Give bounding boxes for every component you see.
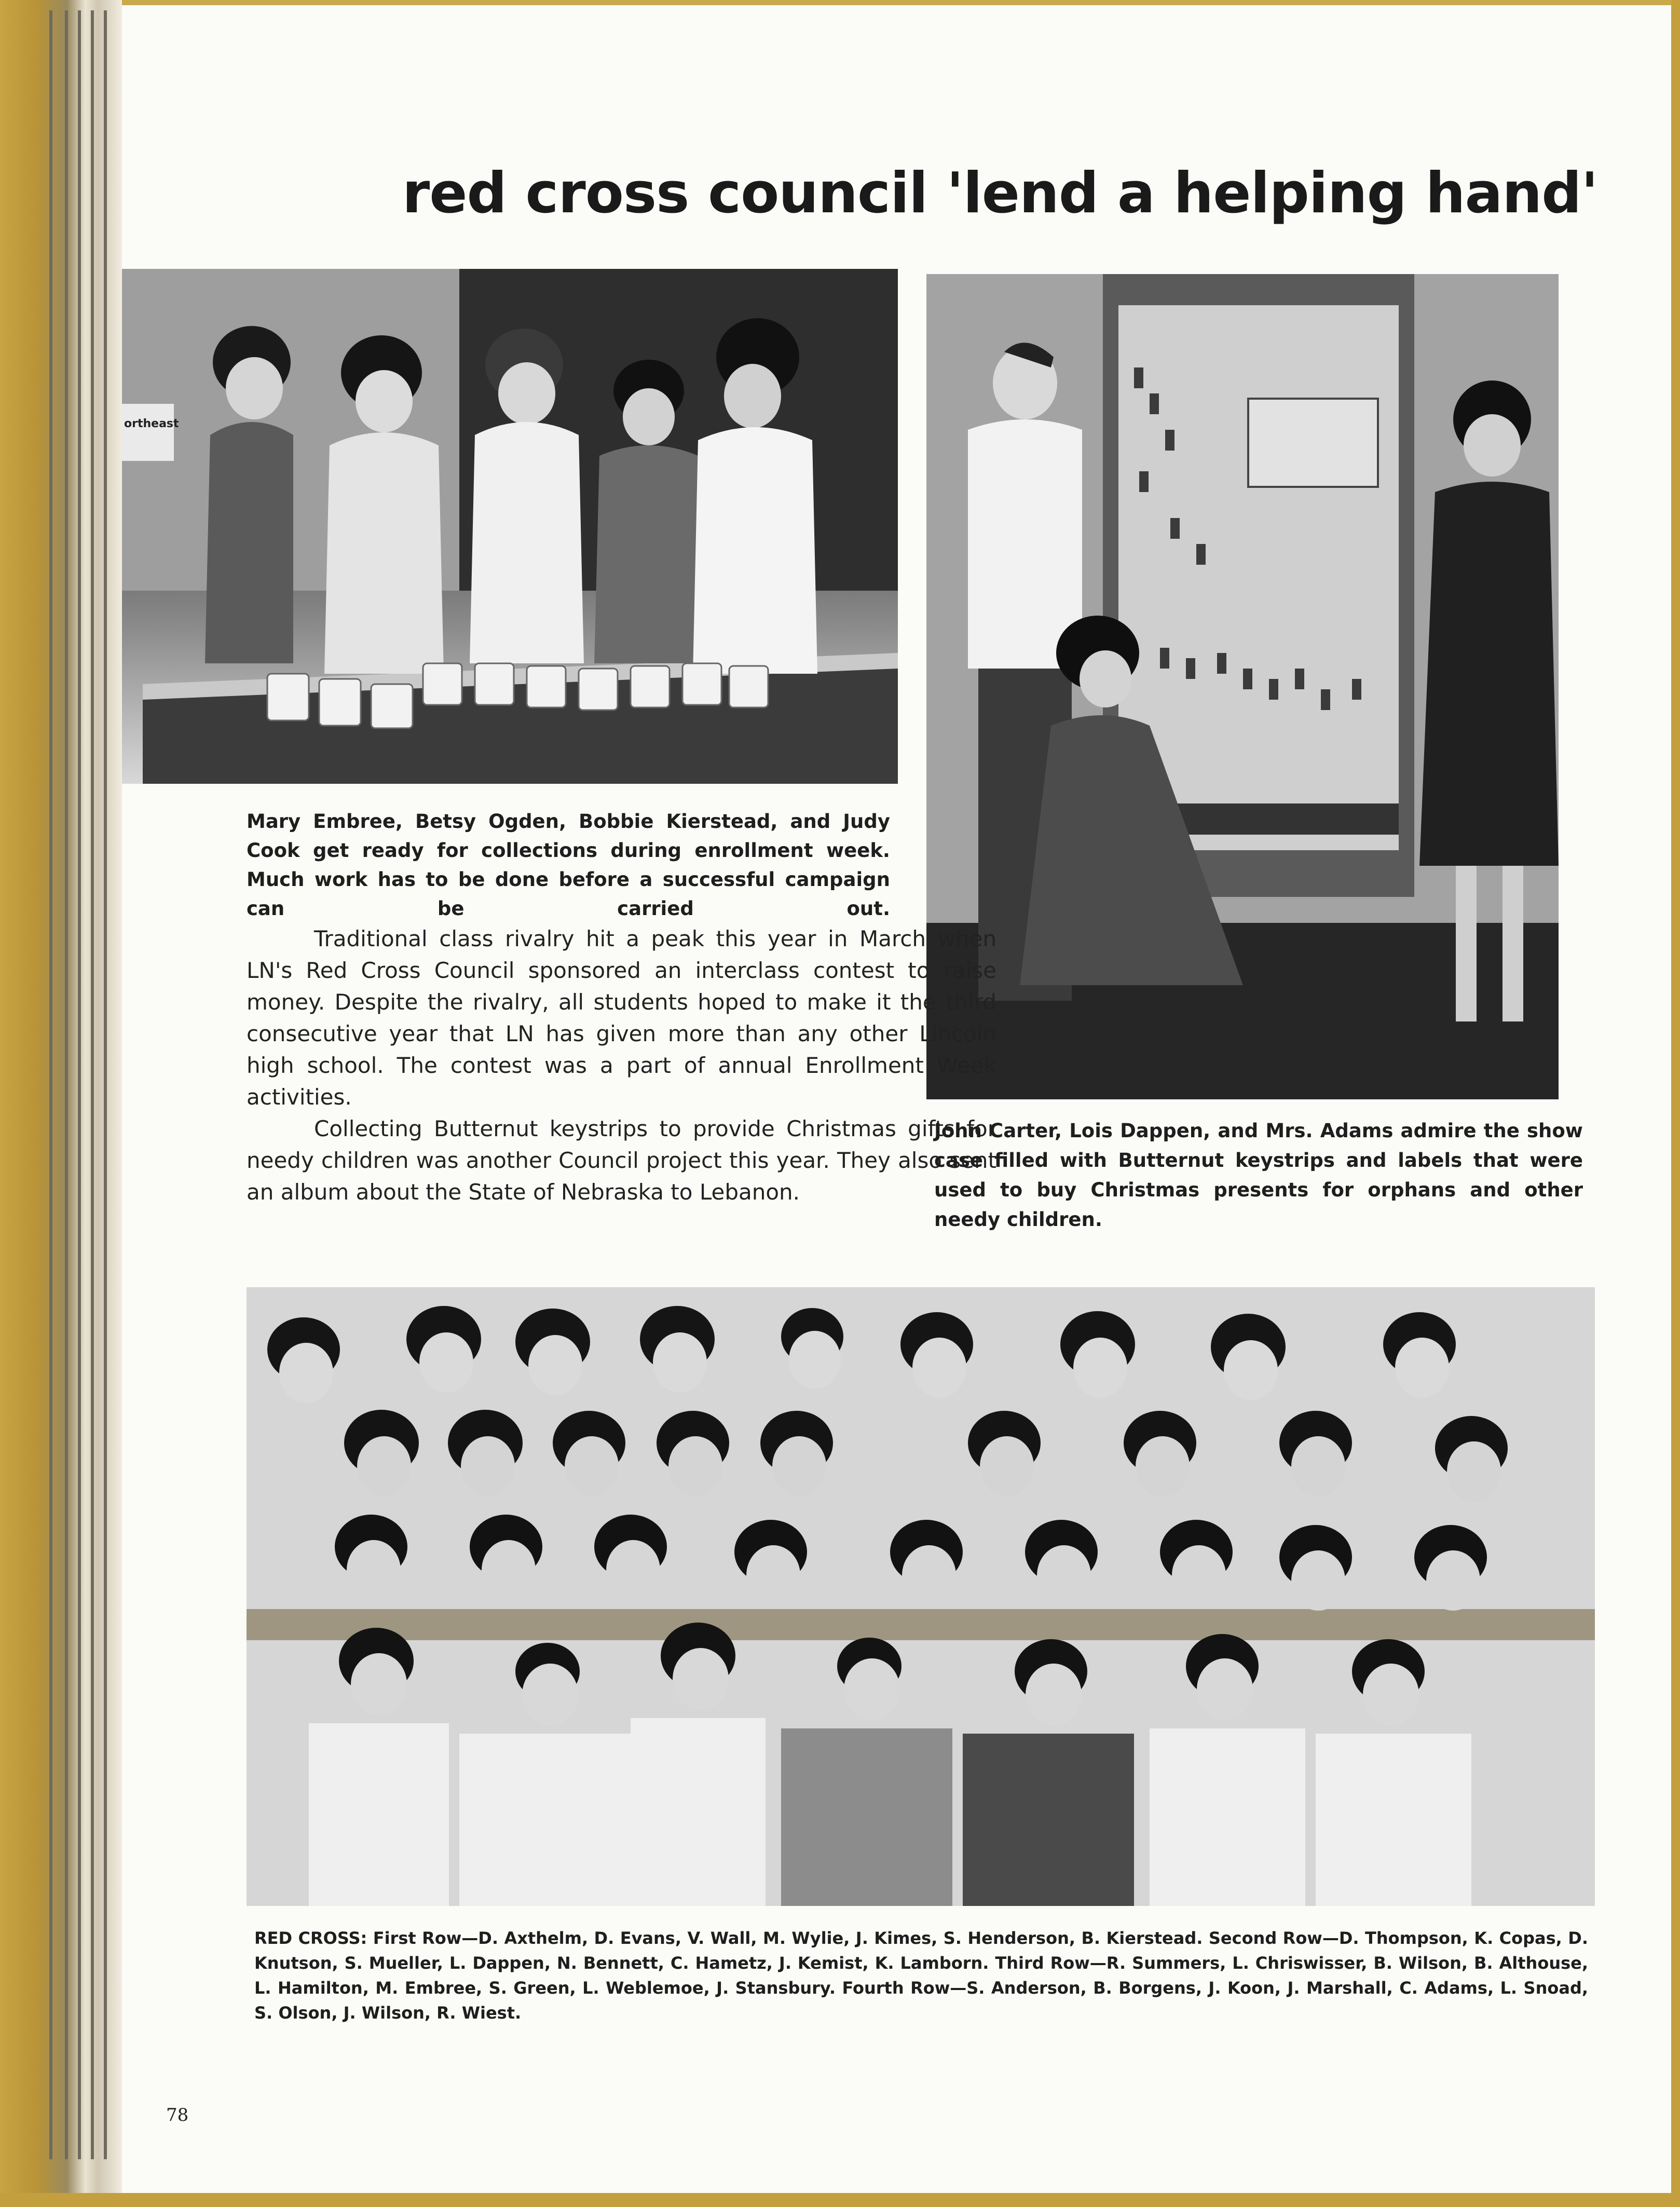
binding-line [91, 10, 94, 2159]
photo-red-cross-group-image [247, 1287, 1595, 1906]
binding-line [49, 10, 52, 2159]
article-body [247, 923, 996, 1208]
photo-collection-table [122, 269, 898, 784]
photo-sign-text: ortheast [124, 417, 179, 430]
photo-show-case-image [926, 274, 1559, 1099]
photo-red-cross-group [247, 1287, 1595, 1906]
photo-collection-caption: Mary Embree, Betsy Ogden, Bobbie Kierstead, and Judy Cook get ready for collections during enrollment week. Much work has to be done before a successful campaign can be carried out. [247, 810, 890, 920]
book-binding [0, 0, 122, 2207]
article-paragraph: Collecting Butternut keystrips to provide Christmas gifts for needy children was another Council project this year. They also sent an album about the State of Nebraska to Lebanon. [247, 1116, 996, 1205]
yearbook-page [122, 5, 1671, 2193]
binding-line [65, 10, 68, 2159]
photo-show-case [926, 274, 1559, 1099]
group-photo-caption: RED CROSS: First Row—D. Axthelm, D. Evans, V. Wall, M. Wylie, J. Kimes, S. Henderson, B. Kierstead. Second Row—D. Thompson, K. Copas, D. Knutson, S. Mueller, L. Dappen, N. Bennett, C. Hametz, J. Kemist, K. Lamborn. Third Row—R. Summers, L. Chriswisser, B. Wilson, B. Althouse, L. Hamilton, M. Embree, S. Green, L. Weblemoe, J. Stansbury. Fourth Row—S. Anderson, B. Borgens, J. Koon, J. Marshall, C. Adams, L. Snoad, S. Olson, J. Wilson, R. Wiest. [254, 1928, 1588, 2023]
photo-collection-table-image [122, 269, 898, 784]
photo-show-case-caption: John Carter, Lois Dappen, and Mrs. Adams admire the show case filled with Butternut keystrips and labels that were used to buy Christmas presents for orphans and other needy children. [934, 1120, 1583, 1231]
page-bottom-edge [0, 2193, 1680, 2207]
binding-line [78, 10, 81, 2159]
binding-line [104, 10, 107, 2159]
article-paragraph: Traditional class rivalry hit a peak this year in March when LN's Red Cross Council sponsored an interclass contest to raise money. Despite the rivalry, all students hoped to make it the third consecutive year that LN has given more than any other Lincoln high school. The contest was a part of annual Enrollment Week activities. [247, 926, 996, 1110]
page-title: red cross council 'lend a helping hand' [402, 161, 1598, 226]
page-edge [1671, 0, 1680, 2207]
page-number: 78 [166, 2105, 189, 2126]
